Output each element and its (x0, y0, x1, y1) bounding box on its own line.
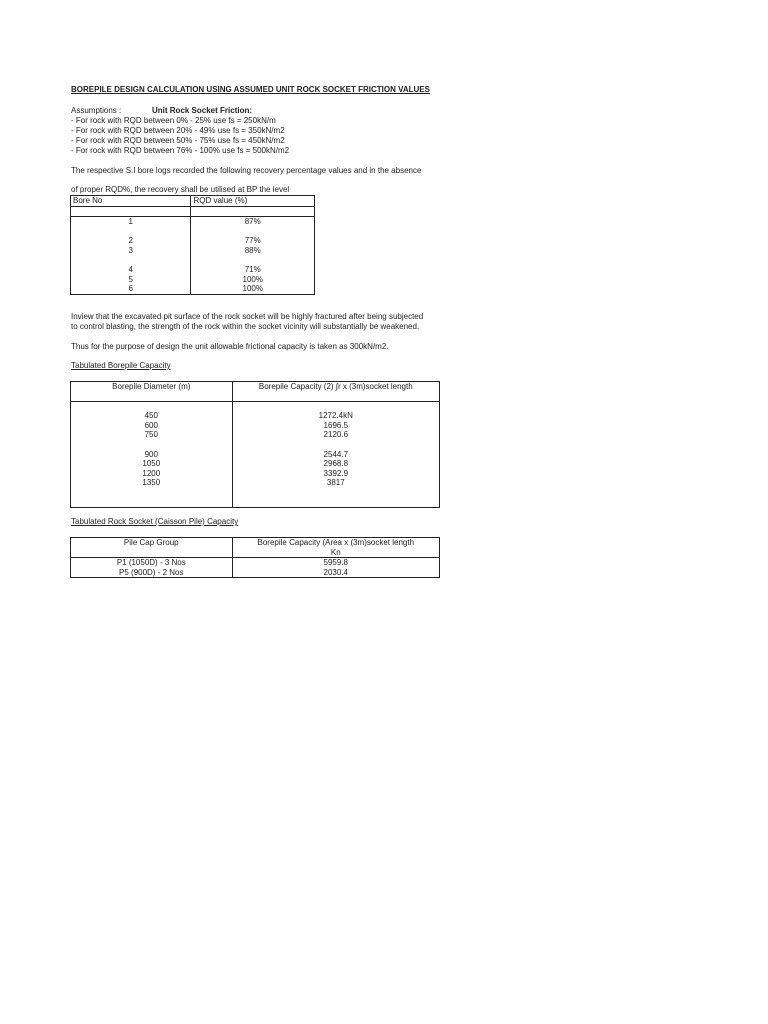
assumptions-label: Assumptions : (71, 106, 122, 115)
bore-no: 6 (128, 284, 133, 293)
rqd-value: 88% (244, 245, 261, 255)
borepile-capacity-table (70, 381, 440, 508)
table-row (71, 402, 440, 508)
socket-header-capacity: Borepile Capacity (Area x (3m)socket length Kn (232, 538, 439, 558)
pile-cap-group-cell: P5 (900D) - 2 Nos (119, 567, 184, 577)
bore-no: 3 (128, 245, 133, 255)
diameter-cell: 1350 (142, 478, 161, 487)
assumption-item: - For rock with RQD between 50% - 75% use fs = 450kN/m2 (71, 136, 285, 145)
para1-line-1: Inview that the excavated pit surface of the rock socket will be highly fractured after being subjected (71, 312, 424, 321)
pile-cap-group-cell: P1 (1050D) - 3 Nos (116, 558, 186, 567)
capacity-cell: 3392.9 (323, 468, 349, 478)
capacity-cell: 2968.8 (323, 459, 349, 468)
bore-no: 4 (128, 265, 133, 274)
socket-header-group: Pile Cap Group (71, 538, 233, 558)
assumption-item: - For rock with RQD between 20% - 49% use fs = 350kN/m2 (71, 126, 285, 135)
capacity-cell: 2120.6 (323, 430, 349, 439)
diameter-cell: 600 (144, 420, 158, 430)
capacity-heading: Tabulated Borepile Capacity (71, 361, 171, 370)
rqd-value: 71% (244, 265, 261, 274)
diameter-cell: 1200 (142, 468, 161, 478)
rqd-header-value: RQD value (%) (191, 196, 315, 207)
para2: Thus for the purpose of design the unit allowable frictional capacity is taken as 300kN/m2. (71, 342, 389, 351)
intro-line-2: of proper RQD%, the recovery shall be utilised at BP the level (71, 185, 290, 194)
rock-socket-table (70, 537, 440, 578)
diameter-cell: 900 (144, 449, 158, 459)
rqd-header-bore: Bore No (71, 196, 191, 207)
rqd-value: 100% (242, 274, 263, 284)
rqd-value: 100% (242, 284, 263, 293)
capacity-cell: 1272.4kN (318, 411, 353, 420)
assumption-item: - For rock with RQD between 0% - 25% use fs = 250kN/m (71, 116, 276, 125)
document-title: BOREPILE DESIGN CALCULATION USING ASSUMED UNIT ROCK SOCKET FRICTION VALUES (71, 85, 430, 94)
capacity-cell: 1696.5 (323, 420, 349, 430)
table-row (71, 216, 315, 294)
socket-heading: Tabulated Rock Socket (Caisson Pile) Capacity (71, 517, 239, 526)
bore-no: 5 (128, 274, 133, 284)
capacity-header-diameter: Borepile Diameter (m) (71, 382, 233, 402)
diameter-cell: 450 (144, 411, 158, 420)
rqd-value: 77% (244, 236, 261, 245)
rqd-value: 87% (244, 216, 261, 226)
table-row (71, 558, 440, 578)
socket-capacity-cell: 2030.4 (323, 567, 348, 577)
para1-line-2: to control blasting, the strength of the rock within the socket vicinity will substantially be weakened. (71, 322, 420, 331)
capacity-cell: 3817 (326, 478, 345, 487)
capacity-cell: 2544.7 (323, 449, 349, 459)
diameter-cell: 750 (144, 430, 158, 439)
socket-capacity-cell: 5959.8 (323, 558, 348, 567)
bore-no: 1 (128, 216, 133, 226)
assumptions-list (71, 116, 289, 156)
assumptions-heading: Unit Rock Socket Friction: (152, 106, 253, 115)
rqd-table (70, 195, 315, 295)
assumption-item: - For rock with RQD between 76% - 100% use fs = 500kN/m2 (71, 146, 290, 155)
intro-line-1: The respective S.I bore logs recorded the following recovery percentage values and in the absence (71, 166, 422, 175)
bore-no: 2 (128, 236, 133, 245)
capacity-header-capacity: Borepile Capacity (2) ∫r x (3m)socket length (232, 382, 439, 402)
diameter-cell: 1050 (142, 459, 161, 468)
